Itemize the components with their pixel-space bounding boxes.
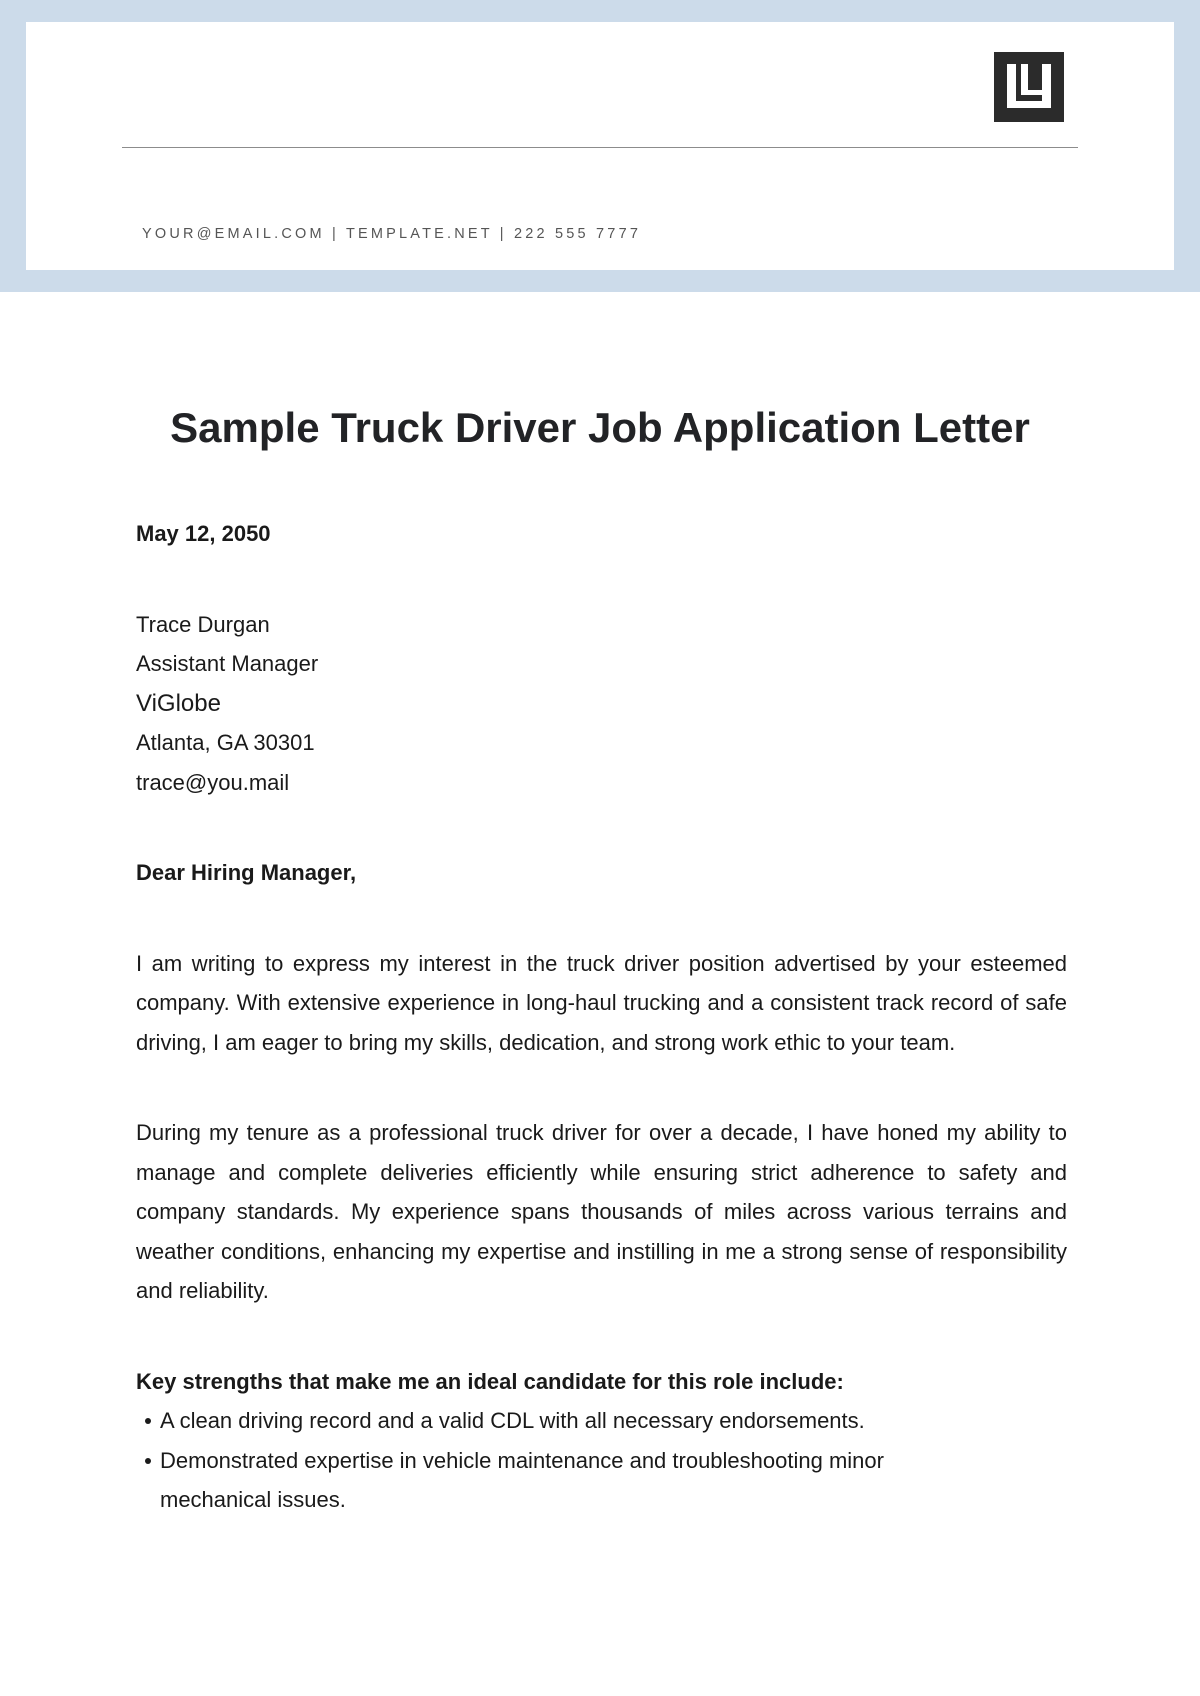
page-title: Sample Truck Driver Job Application Letter: [170, 404, 1030, 451]
list-item: [136, 1441, 1000, 1520]
recipient-position: Assistant Manager: [136, 651, 319, 676]
body-paragraph: I am writing to express my interest in the truck driver position advertised by your esteemed company. With extensive experience in long-haul trucking and a consistent track record of safe driving, I am eager to bring my skills, dedication, and strong work ethic to your team.: [136, 950, 1067, 1055]
contact-info: YOUR@EMAIL.COM | TEMPLATE.NET | 222 555 7777: [142, 226, 642, 242]
recipient-address: Atlanta, GA 30301: [136, 730, 315, 755]
list-item: [136, 1401, 1000, 1441]
letter-date: May 12, 2050: [136, 521, 271, 546]
list-item-text: A clean driving record and a valid CDL with all necessary endorsements.: [160, 1408, 865, 1433]
letter-body: [136, 514, 1067, 1520]
strengths-list: [136, 1401, 1067, 1520]
recipient-email: trace@you.mail: [136, 769, 290, 795]
body-paragraph: During my tenure as a professional truck driver for over a decade, I have honed my ability to manage and complete deliveries efficiently while ensuring strict adherence to safety and company standards. My experience spans thousands of miles across various terrains and weather conditions, enhancing my expertise and instilling in me a strong sense of responsibility and reliability.: [136, 1120, 1067, 1303]
recipient-block: [136, 605, 1067, 803]
bullet-icon: [145, 1418, 151, 1424]
bullet-icon: [145, 1458, 151, 1464]
template-logo-icon: [994, 52, 1064, 122]
recipient-company: ViGlobe: [136, 689, 221, 717]
recipient-name: Trace Durgan: [136, 611, 270, 637]
list-item-text: Demonstrated expertise in vehicle maintenance and troubleshooting minor mechanical issues.: [160, 1447, 884, 1512]
salutation: Dear Hiring Manager,: [136, 860, 357, 885]
strengths-heading: Key strengths that make me an ideal candidate for this role include:: [136, 1368, 844, 1394]
header-divider: [122, 147, 1078, 148]
